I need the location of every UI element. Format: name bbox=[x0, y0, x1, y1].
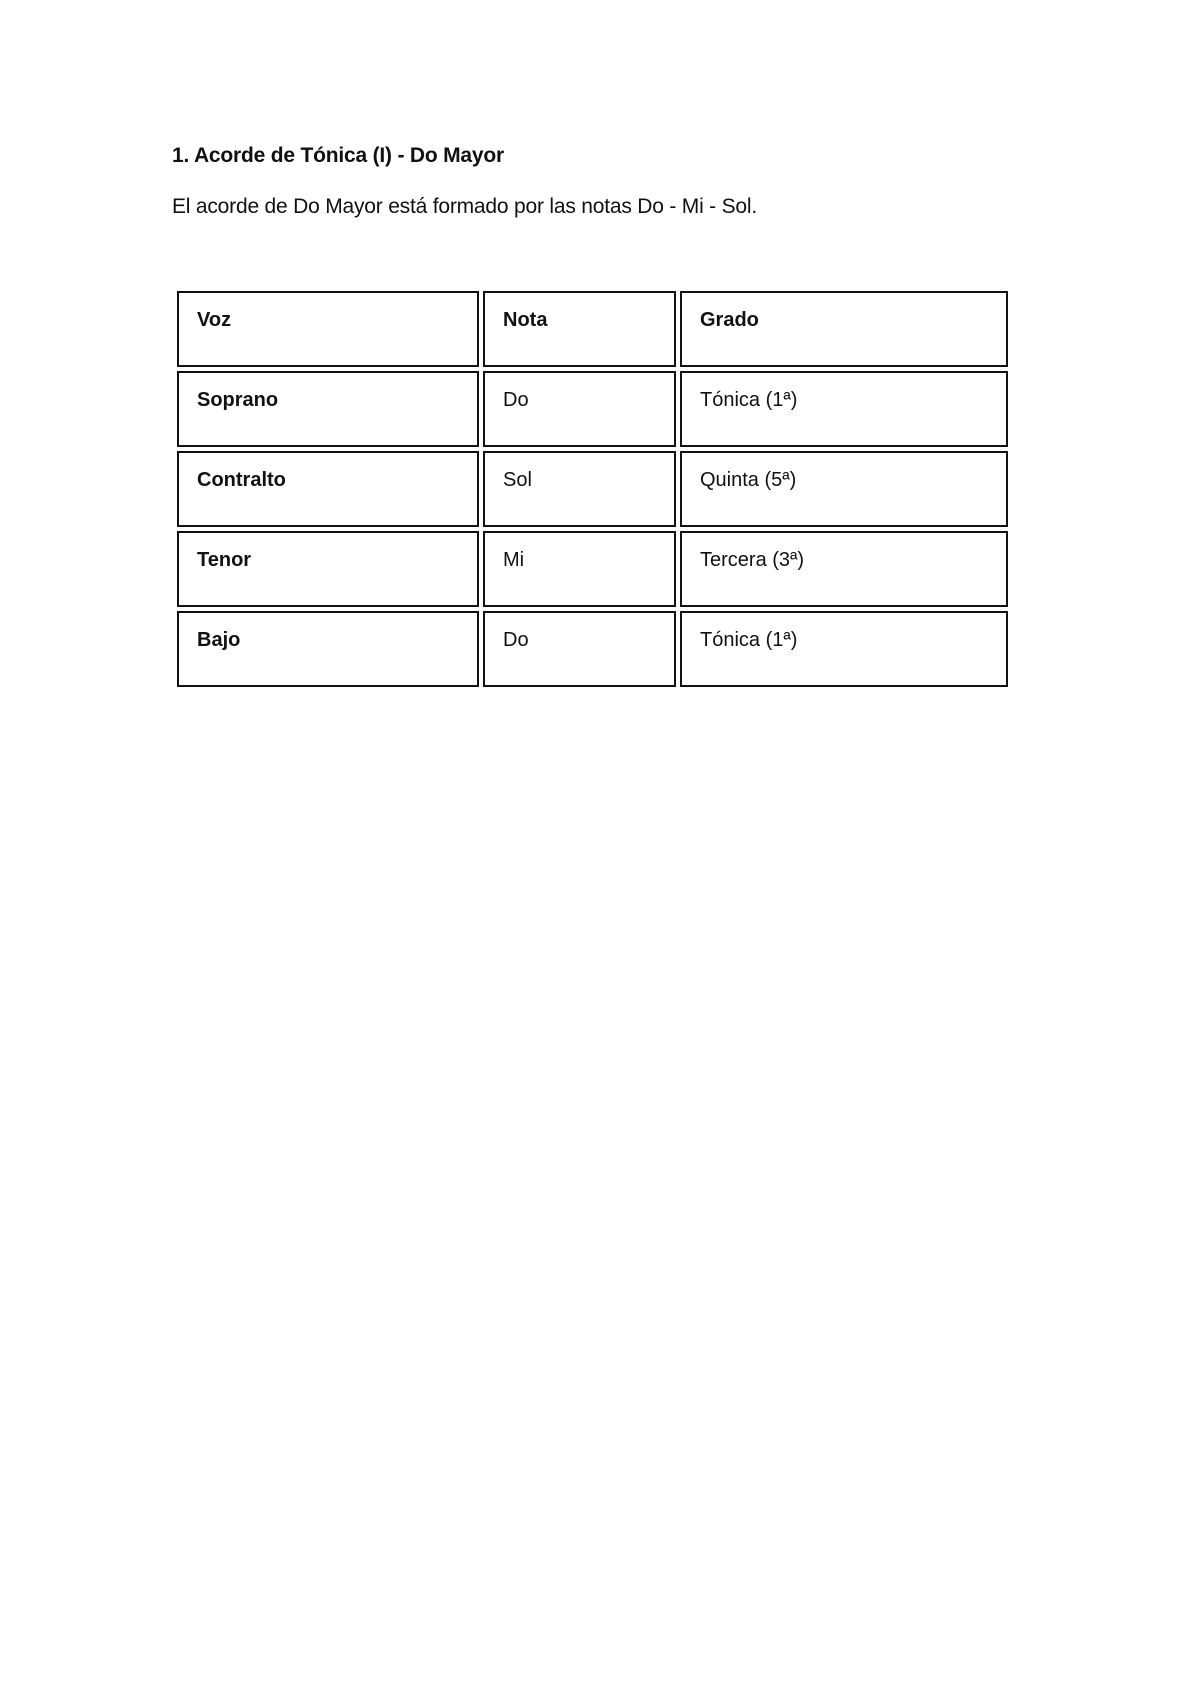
voice-cell: Soprano bbox=[177, 371, 479, 447]
note-cell: Sol bbox=[483, 451, 676, 527]
header-cell-voz: Voz bbox=[177, 291, 479, 367]
degree-cell: Tónica (1ª) bbox=[680, 611, 1008, 687]
degree-cell: Quinta (5ª) bbox=[680, 451, 1008, 527]
table-row bbox=[177, 611, 1008, 687]
voice-cell: Contralto bbox=[177, 451, 479, 527]
voice-cell: Bajo bbox=[177, 611, 479, 687]
voice-cell: Tenor bbox=[177, 531, 479, 607]
header-cell-nota: Nota bbox=[483, 291, 676, 367]
section-heading: 1. Acorde de Tónica (I) - Do Mayor bbox=[172, 144, 504, 167]
table-row bbox=[177, 371, 1008, 447]
table-header-row bbox=[177, 291, 1008, 367]
degree-cell: Tónica (1ª) bbox=[680, 371, 1008, 447]
chord-voicing-table bbox=[173, 287, 1012, 691]
note-cell: Mi bbox=[483, 531, 676, 607]
note-cell: Do bbox=[483, 611, 676, 687]
note-cell: Do bbox=[483, 371, 676, 447]
intro-paragraph: El acorde de Do Mayor está formado por las notas Do - Mi - Sol. bbox=[172, 195, 757, 218]
header-cell-grado: Grado bbox=[680, 291, 1008, 367]
degree-cell: Tercera (3ª) bbox=[680, 531, 1008, 607]
table-row bbox=[177, 531, 1008, 607]
table-row bbox=[177, 451, 1008, 527]
